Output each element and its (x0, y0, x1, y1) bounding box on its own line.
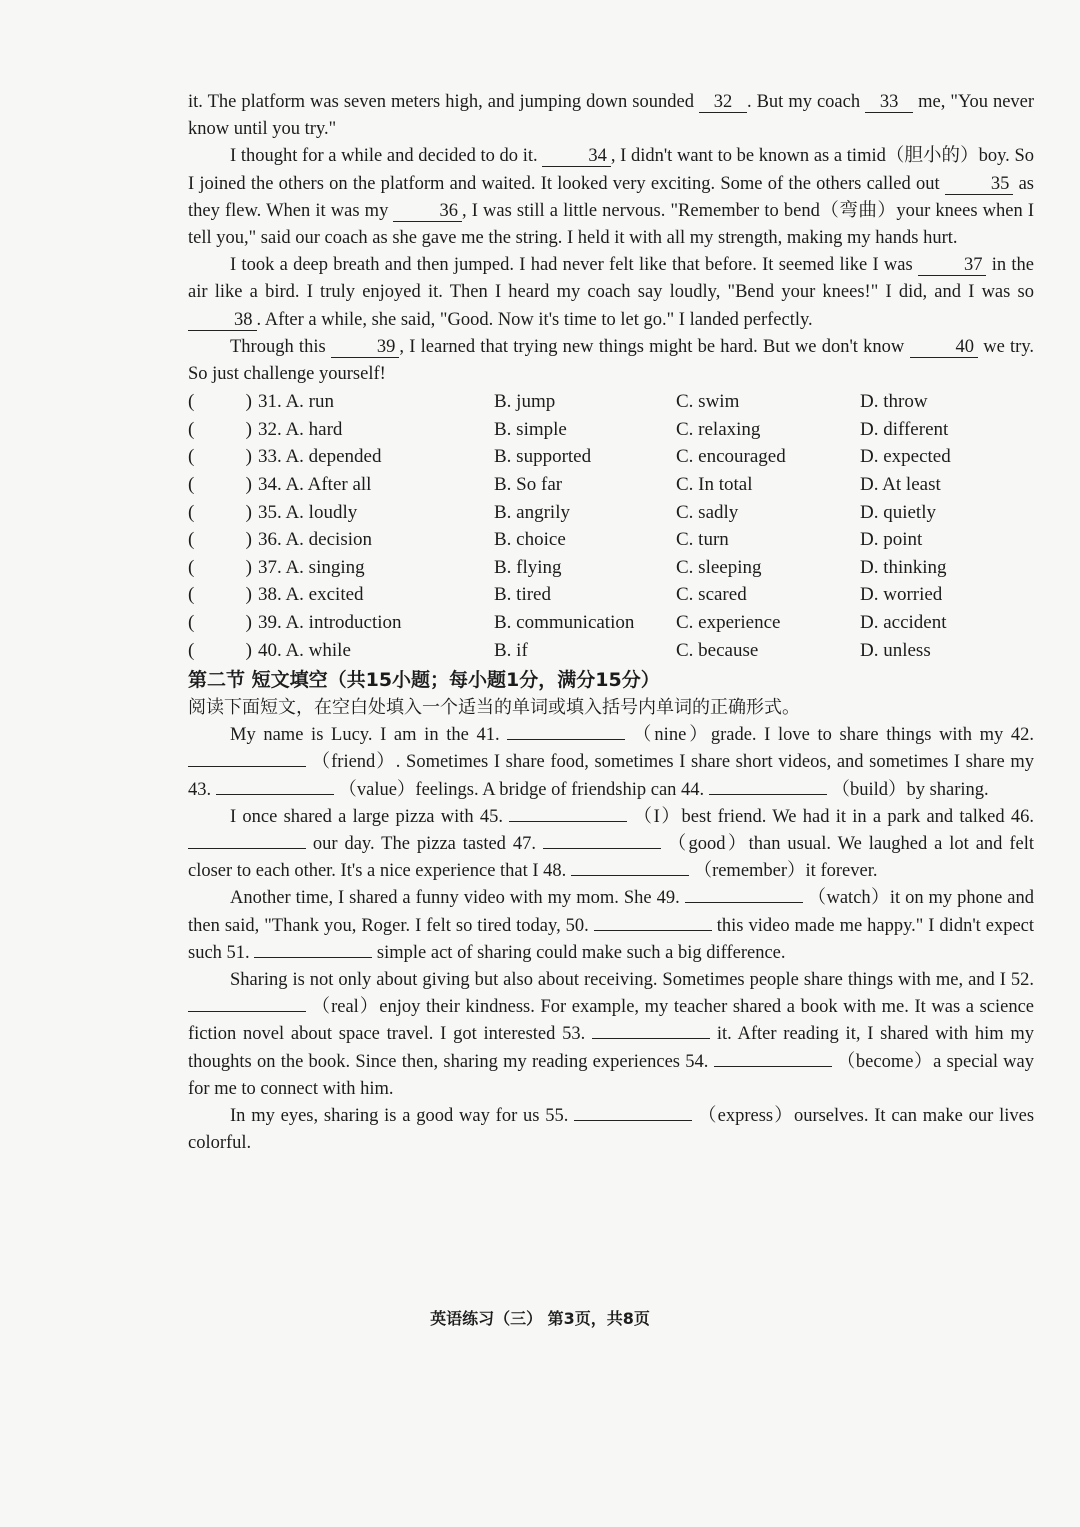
option-row (188, 609, 1034, 637)
option-c: C. relaxing (676, 418, 761, 440)
option-row (188, 554, 1034, 582)
option-d: D. unless (860, 639, 931, 661)
text: this video made me happy." I didn't expect such 51. (188, 915, 1035, 963)
passage2-paragraph-1 (188, 722, 1034, 804)
option-b: B. tired (494, 584, 551, 606)
blank-41 (507, 739, 625, 740)
text: My name is Lucy. I am in the 41. (230, 725, 500, 746)
option-row (188, 499, 1034, 527)
blank-52 (188, 1011, 306, 1012)
text: （I）best friend. We had it in a park and talked 46. (633, 806, 1034, 827)
text: （friend）. Sometimes I share food, sometimes I share short videos, and sometimes I share my 43. (188, 752, 1035, 800)
option-row (188, 581, 1034, 609)
option-a: 36. A. decision (258, 529, 372, 551)
option-row (188, 471, 1034, 499)
answer-bracket: ( ) (188, 446, 252, 468)
text: we try. So just challenge yourself! (188, 336, 1035, 385)
answer-bracket: ( ) (188, 418, 252, 440)
text: （remember）it forever. (693, 861, 878, 882)
option-d: D. point (860, 529, 923, 551)
option-c: C. encouraged (676, 446, 786, 468)
text: our day. The pizza tasted 47. (312, 833, 536, 854)
passage2-paragraph-3 (188, 885, 1034, 967)
blank-53 (592, 1038, 710, 1039)
option-b: B. simple (494, 418, 567, 440)
option-c: C. turn (676, 529, 729, 551)
passage1-paragraph-3 (188, 252, 1034, 334)
blank-38: 38 (188, 310, 257, 331)
passage1-paragraph-1 (188, 89, 1034, 143)
answer-bracket: ( ) (188, 611, 252, 633)
text: , I was still a little nervous. "Remember to bend（弯曲）your knees when I tell you," said our coach as she gave me the string. I held it with all my strength, making my hands hurt. (188, 200, 1035, 249)
text: （good）than usual. We laughed a lot and felt closer to each other. It's a nice experience that I 48. (188, 833, 1034, 882)
blank-45 (509, 821, 627, 822)
passage2-paragraph-5 (188, 1103, 1034, 1157)
option-d: D. At least (860, 474, 941, 496)
section-title: 第二节 短文填空（共15小题；每小题1分，满分15分） (188, 669, 660, 692)
option-row (188, 443, 1034, 471)
blank-50 (594, 930, 712, 931)
option-d: D. worried (860, 584, 943, 606)
option-b: B. communication (494, 611, 635, 633)
passage2-paragraph-2 (188, 804, 1034, 886)
text: Sharing is not only about giving but also about receiving. Sometimes people share things with me, and I 52. (230, 970, 1034, 990)
answer-bracket: ( ) (188, 501, 252, 523)
option-b: B. choice (494, 529, 566, 551)
text: （value）feelings. A bridge of friendship can 44. (338, 779, 705, 800)
text: in the air like a bird. I truly enjoyed it. Then I heard my coach say loudly, "Bend your knees!" I did, and I was so (188, 255, 1034, 303)
blank-43 (216, 794, 334, 795)
answer-bracket: ( ) (188, 474, 252, 496)
option-b: B. supported (494, 446, 592, 468)
text: , I learned that trying new things might be hard. But we don't know (399, 336, 905, 357)
text: Another time, I shared a funny video with my mom. She 49. (230, 888, 680, 909)
option-a: 33. A. depended (258, 446, 382, 468)
text: it. After reading it, I shared with him my thoughts on the book. Since then, sharing my reading experiences 54. (188, 1024, 1035, 1072)
text: （express）ourselves. It can make our lives colorful. (188, 1106, 1035, 1154)
option-a: 40. A. while (258, 639, 351, 661)
text: . But my coach (746, 92, 861, 112)
text: simple act of sharing could make such a big difference. (376, 942, 786, 963)
passage1-paragraph-4 (188, 334, 1034, 388)
blank-34: 34 (542, 146, 611, 167)
blank-55 (574, 1120, 692, 1121)
page-content (188, 89, 1034, 1157)
blank-35: 35 (945, 174, 1014, 195)
text: （real）enjoy their kindness. For example, my teacher shared a book with me. It was a science fiction novel about space travel. I got interested 53. (188, 997, 1035, 1045)
option-b: B. angrily (494, 501, 570, 523)
blank-48 (571, 875, 689, 876)
answer-bracket: ( ) (188, 391, 252, 413)
blank-54 (714, 1066, 832, 1067)
option-d: D. expected (860, 446, 951, 468)
option-row (188, 526, 1034, 554)
option-a: 34. A. After all (258, 474, 372, 496)
answer-bracket: ( ) (188, 556, 252, 578)
text: （watch）it on my phone and then said, "Thank you, Roger. I felt so tired today, 50. (188, 888, 1035, 936)
blank-36: 36 (393, 201, 462, 222)
option-c: C. experience (676, 611, 781, 633)
text: me, "You never know until you try." (188, 92, 1035, 140)
option-c: C. In total (676, 474, 753, 496)
option-d: D. quietly (860, 501, 936, 523)
option-row (188, 388, 1034, 416)
option-d: D. different (860, 418, 949, 440)
option-b: B. jump (494, 391, 556, 413)
blank-32: 32 (699, 92, 747, 113)
option-a: 35. A. loudly (258, 501, 358, 523)
option-c: C. sadly (676, 501, 739, 523)
option-b: B. if (494, 639, 528, 661)
blank-46 (188, 848, 306, 849)
options-list (188, 388, 1034, 664)
passage1-paragraph-2 (188, 143, 1034, 252)
option-b: B. So far (494, 474, 563, 496)
blank-40: 40 (910, 337, 979, 358)
option-c: C. swim (676, 391, 740, 413)
option-c: C. because (676, 639, 759, 661)
text: （become）a special way for me to connect with him. (188, 1051, 1035, 1099)
answer-bracket: ( ) (188, 529, 252, 551)
text: as they flew. When it was my (188, 173, 1035, 221)
text: , I didn't want to be known as a timid（胆小的）boy. So I joined the others on the platform and waited. It looked very exciting. Some of the others called out (188, 146, 1034, 194)
blank-39: 39 (331, 337, 400, 358)
option-d: D. thinking (860, 556, 947, 578)
section-instruction: 阅读下面短文，在空白处填入一个适当的单词或填入括号内单词的正确形式。 (188, 697, 800, 719)
option-b: B. flying (494, 556, 562, 578)
blank-37: 37 (918, 255, 987, 276)
blank-49 (685, 902, 803, 903)
text: I thought for a while and decided to do it. (230, 146, 538, 167)
option-a: 37. A. singing (258, 556, 365, 578)
text: In my eyes, sharing is a good way for us 55. (230, 1106, 569, 1127)
option-a: 39. A. introduction (258, 611, 402, 633)
option-d: D. throw (860, 391, 928, 413)
page-footer: 英语练习（三） 第3页，共8页 (430, 1309, 650, 1328)
option-c: C. sleeping (676, 556, 762, 578)
answer-bracket: ( ) (188, 584, 252, 606)
text: it. The platform was seven meters high, and jumping down sounded (188, 92, 694, 112)
option-row (188, 416, 1034, 444)
text: Through this (230, 336, 326, 357)
text: （build）by sharing. (831, 779, 989, 800)
option-row (188, 637, 1034, 665)
text: （nine）grade. I love to share things with my 42. (632, 725, 1035, 746)
option-c: C. scared (676, 584, 747, 606)
answer-bracket: ( ) (188, 639, 252, 661)
text: I once shared a large pizza with 45. (230, 806, 503, 827)
blank-47 (543, 848, 661, 849)
text: . After a while, she said, "Good. Now it's time to let go." I landed perfectly. (256, 309, 813, 330)
blank-44 (709, 794, 827, 795)
blank-51 (254, 957, 372, 958)
blank-33: 33 (865, 92, 913, 113)
option-d: D. accident (860, 611, 947, 633)
passage2-paragraph-4 (188, 967, 1034, 1103)
option-a: 32. A. hard (258, 418, 343, 440)
option-a: 38. A. excited (258, 584, 364, 606)
blank-42 (188, 766, 306, 767)
option-a: 31. A. run (258, 391, 334, 413)
text: I took a deep breath and then jumped. I had never felt like that before. It seemed like I was (230, 255, 913, 276)
